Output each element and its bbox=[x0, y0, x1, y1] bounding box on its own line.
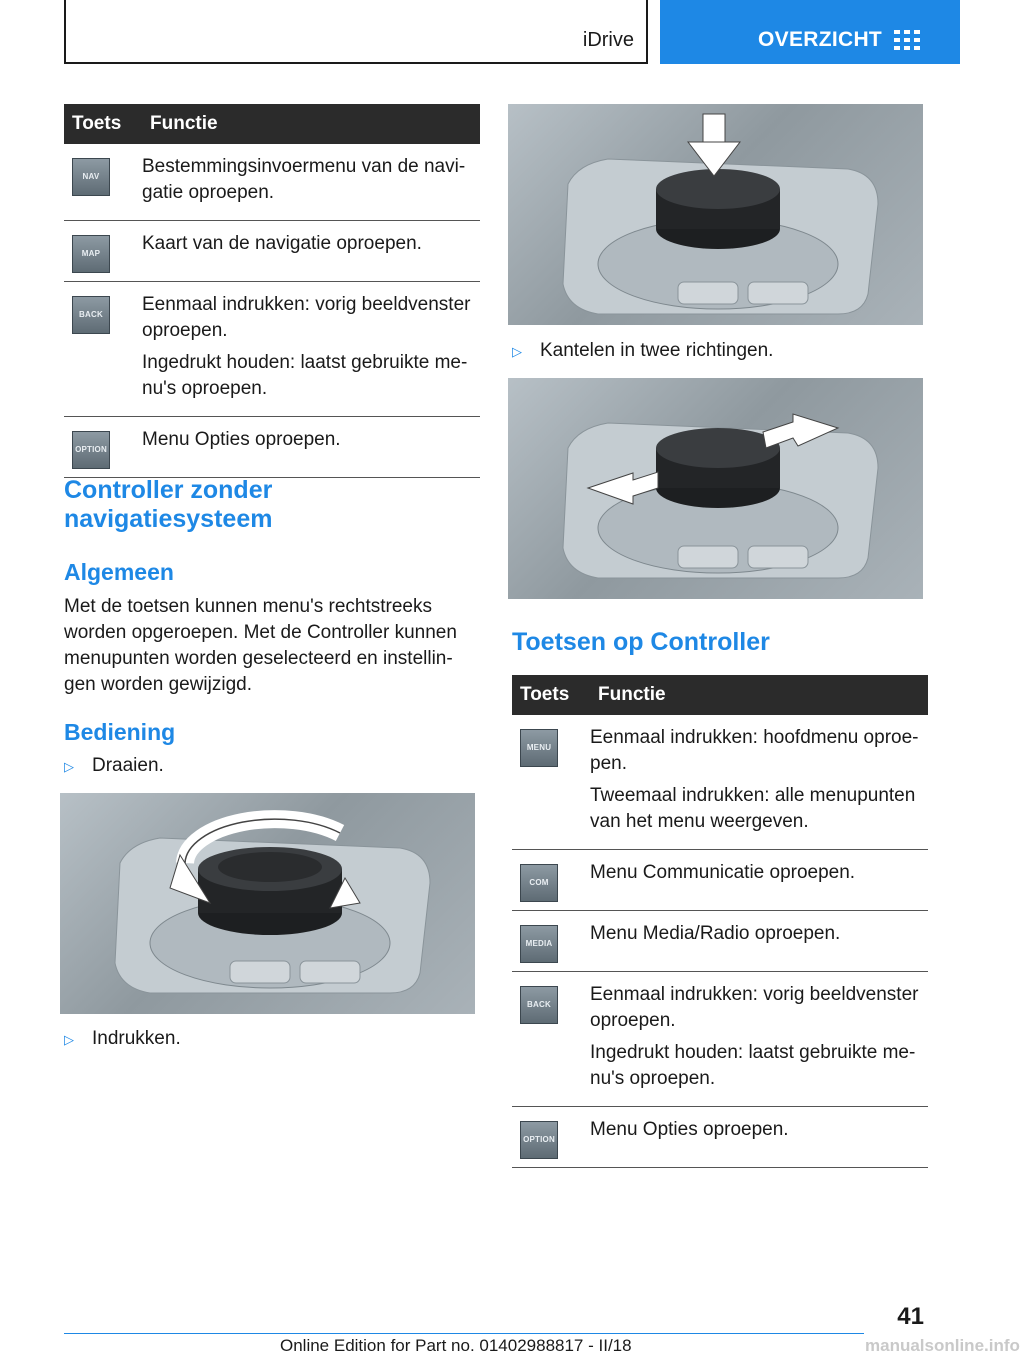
col-header-function: Functie bbox=[590, 675, 928, 715]
function-text: Menu Opties oproepen. bbox=[590, 1119, 789, 1140]
function-text: Eenmaal indrukken: vorig beeldvenster oproepen. bbox=[590, 984, 919, 1031]
controller-rotate-image bbox=[60, 793, 475, 1014]
header-box bbox=[64, 0, 648, 64]
section-heading-controller-keys: Toetsen op Controller bbox=[512, 628, 770, 656]
bullet-tilt bbox=[512, 340, 773, 362]
table-row bbox=[512, 850, 928, 911]
table-row bbox=[64, 221, 480, 282]
com-key-icon: COM bbox=[520, 864, 558, 902]
col-header-key: Toets bbox=[64, 104, 142, 144]
keys-table-1 bbox=[64, 104, 480, 478]
paragraph: Met de toetsen kunnen menu's rechtstreeks worden opgeroepen. Met de Controller kunnen menupunten worden geselecteerd en instellingen worden gewijzigd. bbox=[64, 596, 457, 695]
bullet-text: Kantelen in twee richtingen. bbox=[540, 340, 774, 361]
watermark: manualsonline.info bbox=[865, 1336, 1020, 1355]
grid-icon bbox=[894, 30, 920, 50]
triangle-bullet-icon: ▷ bbox=[64, 1032, 74, 1047]
triangle-bullet-icon: ▷ bbox=[64, 759, 74, 774]
back-key-icon: BACK bbox=[72, 296, 110, 334]
footer-divider bbox=[64, 1333, 864, 1334]
edition-text: Online Edition for Part no. 01402988817 - II/18 bbox=[280, 1336, 632, 1355]
table-row bbox=[64, 417, 480, 478]
controller-press-image bbox=[508, 104, 923, 325]
page-number: 41 bbox=[897, 1303, 924, 1330]
function-text: Menu Communicatie oproepen. bbox=[590, 862, 856, 883]
subheading-operation: Bediening bbox=[64, 719, 176, 745]
bullet-press bbox=[64, 1028, 181, 1050]
table-row bbox=[512, 911, 928, 972]
section-title: iDrive bbox=[582, 29, 634, 51]
keys-table-2 bbox=[512, 675, 928, 1168]
bullet-rotate bbox=[64, 755, 164, 777]
table-row bbox=[512, 972, 928, 1107]
function-text: Ingedrukt houden: laatst gebruikte menu's oproepen. bbox=[142, 352, 468, 399]
map-key-icon: MAP bbox=[72, 235, 110, 273]
triangle-bullet-icon: ▷ bbox=[512, 344, 522, 359]
overview-nav-button[interactable] bbox=[660, 0, 960, 64]
function-text: Ingedrukt houden: laatst gebruikte menu's oproepen. bbox=[590, 1042, 916, 1089]
col-header-key: Toets bbox=[512, 675, 590, 715]
function-text: Tweemaal indrukken: alle menupunten van het menu weergeven. bbox=[590, 785, 916, 832]
function-text: Eenmaal indrukken: vorig beeldvenster oproepen. bbox=[142, 294, 471, 341]
option-key-icon: OPTION bbox=[520, 1121, 558, 1159]
overview-label: OVERZICHT bbox=[758, 28, 883, 51]
nav-key-icon: NAV bbox=[72, 158, 110, 196]
back-key-icon: BACK bbox=[520, 986, 558, 1024]
subheading-general: Algemeen bbox=[64, 559, 174, 585]
controller-tilt-image bbox=[508, 378, 923, 599]
bullet-text: Draaien. bbox=[92, 755, 164, 776]
bullet-text: Indrukken. bbox=[92, 1028, 181, 1049]
section-heading: Controller zonder navigatiesysteem bbox=[64, 476, 273, 533]
function-text: Menu Opties oproepen. bbox=[142, 429, 341, 450]
table-row bbox=[512, 715, 928, 850]
table-row bbox=[64, 144, 480, 221]
function-text: Eenmaal indrukken: hoofdmenu oproepen. bbox=[590, 727, 919, 774]
function-text: Menu Media/Radio oproepen. bbox=[590, 923, 841, 944]
media-key-icon: MEDIA bbox=[520, 925, 558, 963]
table-row bbox=[512, 1107, 928, 1168]
menu-key-icon: MENU bbox=[520, 729, 558, 767]
option-key-icon: OPTION bbox=[72, 431, 110, 469]
function-text: Kaart van de navigatie oproepen. bbox=[142, 233, 422, 254]
table-row bbox=[64, 282, 480, 417]
col-header-function: Functie bbox=[142, 104, 480, 144]
function-text: Bestemmingsinvoermenu van de navigatie oproepen. bbox=[142, 156, 466, 203]
